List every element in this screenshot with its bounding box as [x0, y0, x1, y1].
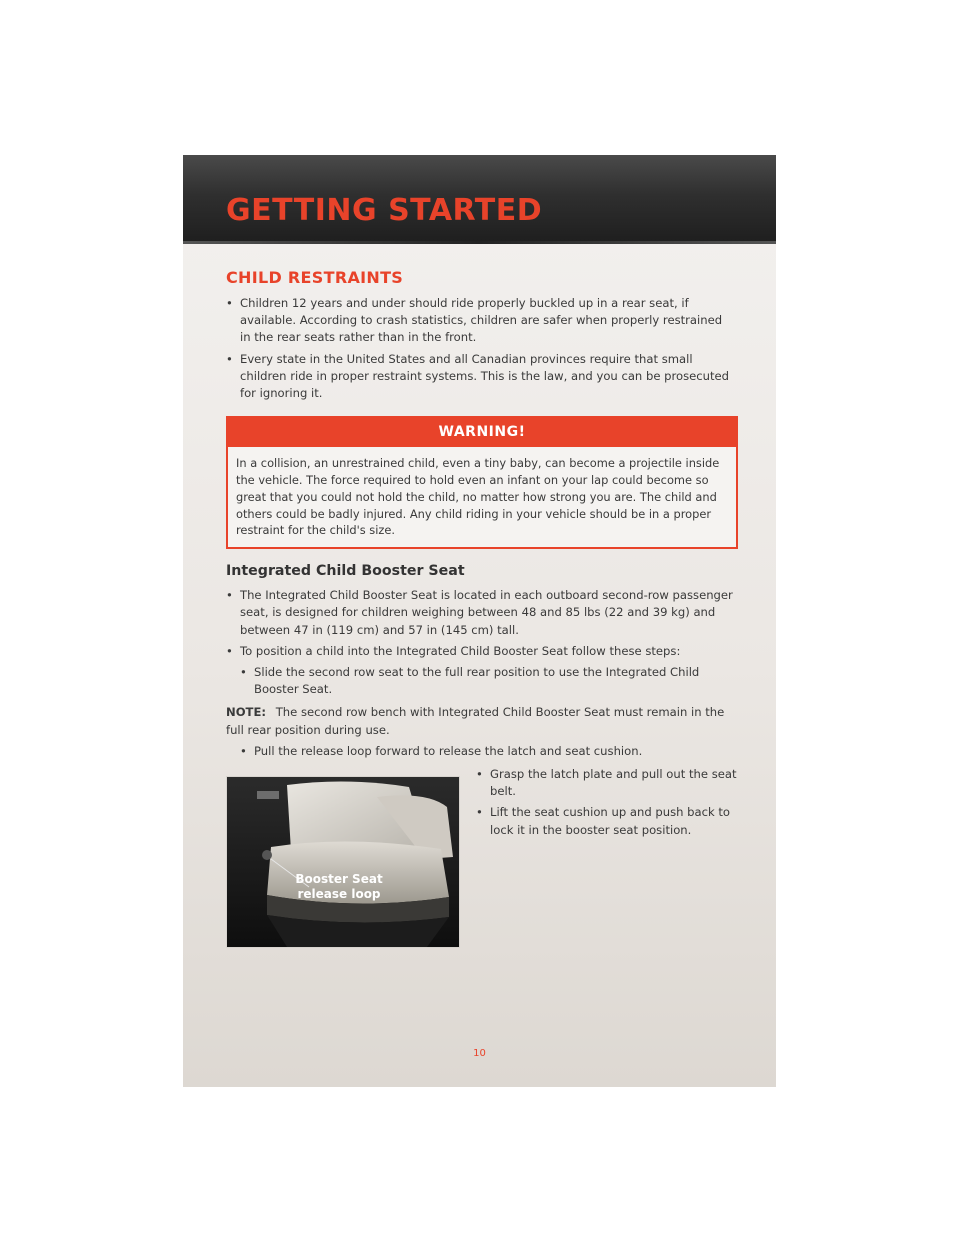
steps-list: [240, 664, 734, 698]
child-restraints-list: [226, 295, 734, 402]
photo-and-steps: [226, 766, 737, 956]
warning-title: WARNING!: [228, 418, 736, 447]
photo-label-line1: Booster Seat: [295, 872, 383, 887]
photo-label-line2: release loop: [297, 887, 381, 902]
steps-list-2: [240, 743, 734, 760]
list-item: • Pull the release loop forward to release the latch and seat cushion.: [240, 743, 734, 760]
list-item: • To position a child into the Integrated Child Booster Seat follow these steps:: [226, 643, 734, 660]
header-bar: [183, 155, 776, 244]
booster-seat-list: [226, 587, 734, 660]
manual-page: [183, 155, 776, 1087]
list-item: • Every state in the United States and all Canadian provinces require that small children ride in proper restraint systems. This is the law, and you can be prosecuted for ignoring it.: [226, 351, 734, 403]
child-restraints-heading: CHILD RESTRAINTS: [226, 268, 404, 287]
note-text: The second row bench with Integrated Child Booster Seat must remain in the full rear position during use.: [226, 705, 725, 737]
list-item: • Lift the seat cushion up and push back to lock it in the booster seat position.: [476, 804, 738, 838]
note-label: NOTE:: [226, 705, 267, 720]
warning-box: [226, 416, 738, 549]
page-number: 10: [473, 1048, 486, 1059]
steps-list-3: [476, 766, 738, 843]
section-header-title: GETTING STARTED: [226, 193, 543, 228]
booster-seat-photo: [226, 776, 460, 948]
page-content: [226, 268, 737, 956]
list-item: • Grasp the latch plate and pull out the seat belt.: [476, 766, 738, 800]
warning-text: In a collision, an unrestrained child, even a tiny baby, can become a projectile inside the vehicle. The force required to hold even an infant on your lap could become so great that you could not hold the child, no matter how strong you are. The child and others could be badly injured. Any child riding in your vehicle should be in a proper restraint for the child's size.: [236, 456, 720, 538]
list-item: • Slide the second row seat to the full rear position to use the Integrated Child Booster Seat.: [240, 664, 734, 698]
list-item: • The Integrated Child Booster Seat is located in each outboard second-row passenger seat, is designed for children weighing between 48 and 85 lbs (22 and 39 kg) and between 47 in (119 cm) and 57 in (145 cm) tall.: [226, 587, 734, 639]
list-item: • Children 12 years and under should ride properly buckled up in a rear seat, if available. According to crash statistics, children are safer when properly restrained in the rear seats rather than in the front.: [226, 295, 734, 347]
seat-illustration: [227, 777, 459, 947]
note-paragraph: [226, 704, 734, 738]
booster-seat-heading: Integrated Child Booster Seat: [226, 563, 465, 580]
